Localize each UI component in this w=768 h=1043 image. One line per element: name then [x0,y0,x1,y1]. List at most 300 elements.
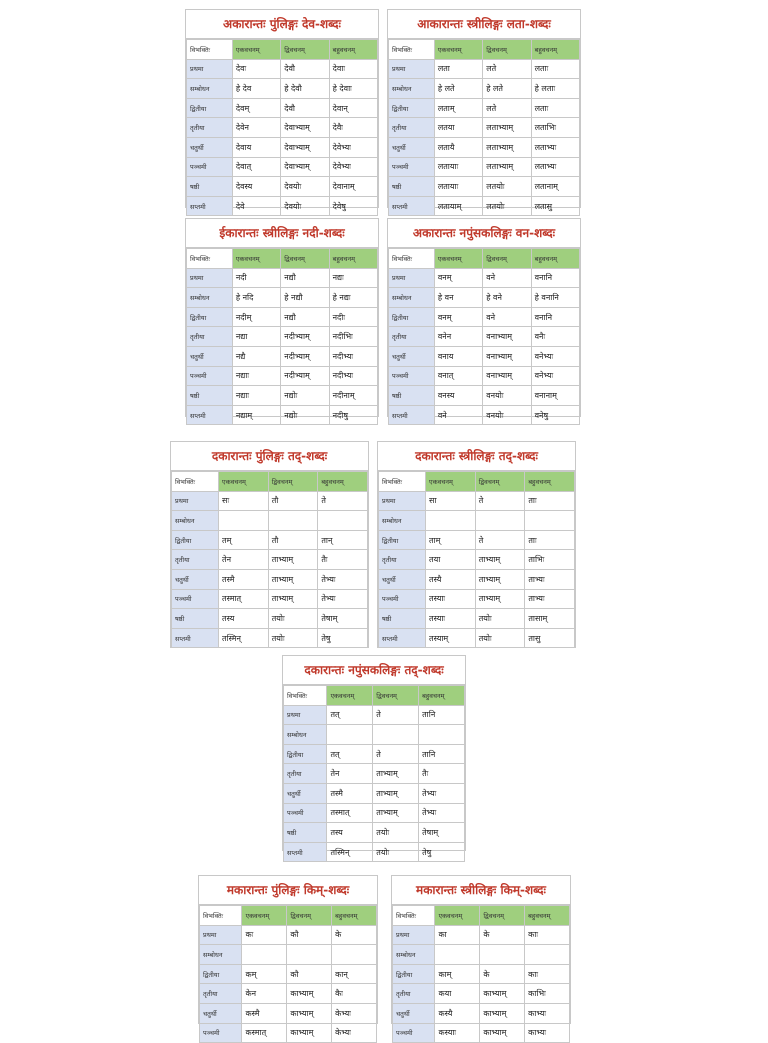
case-label: चतुर्थी [187,137,233,157]
table-row [200,964,377,984]
header-row [379,472,575,492]
form-cell: हे लते [483,79,531,99]
form-cell [480,945,525,965]
column-header: द्विवचनम् [281,249,329,269]
case-label: सम्बोधन [379,511,426,531]
form-cell: ताभ्याम् [373,783,419,803]
form-cell: काभ्याम् [287,1023,332,1043]
form-cell: वनेभ्यः [531,366,579,386]
table-row [389,268,580,288]
table-row [389,98,580,118]
form-cell: केभ्यः [332,1003,377,1023]
form-cell [525,945,570,965]
table-tad-masculine [170,441,369,648]
form-cell: ताभ्याम् [373,803,419,823]
form-cell: काभ्याम् [480,1003,525,1023]
case-label: चतुर्थी [393,1003,435,1023]
table-kim-masculine [198,875,378,1038]
form-cell: वनम् [434,268,482,288]
case-label: चतुर्थी [389,137,435,157]
form-cell: हे नदि [232,288,280,308]
form-cell: ताः [525,530,575,550]
form-cell: तत् [327,705,373,725]
form-cell [287,945,332,965]
column-header: द्विवचनम् [281,40,329,60]
form-cell: तेभ्यः [318,589,368,609]
form-cell: ताभ्याम् [268,569,318,589]
case-label: सम्बोधन [393,945,435,965]
form-cell: तस्याः [426,609,476,629]
declension-table [171,471,368,648]
form-cell: कस्मात् [242,1023,287,1043]
form-cell: लताः [531,59,579,79]
case-label: तृतीया [200,984,242,1004]
column-header: एकवचनम् [435,906,480,926]
form-cell: वनानाम् [531,386,579,406]
form-cell: देवाभ्याम् [281,118,329,138]
column-header: बहुवचनम् [329,249,377,269]
form-cell: तस्मात् [327,803,373,823]
table-title: दकारान्तः नपुंसकलिङ्गः तद्-शब्दः [283,656,465,685]
table-row [284,842,465,862]
declension-table [392,905,570,1043]
table-title: दकारान्तः पुंलिङ्गः तद्-शब्दः [171,442,368,471]
table-row [284,803,465,823]
header-row [389,40,580,60]
table-row [187,137,378,157]
column-header: विभक्तिः [393,906,435,926]
form-cell: नदीनाम् [329,386,377,406]
form-cell: नद्याम् [232,405,280,425]
form-cell: ताः [525,491,575,511]
form-cell: देवस्य [232,177,280,197]
table-row [393,1003,570,1023]
column-header: बहुवचनम् [419,686,465,706]
form-cell: के [480,964,525,984]
form-cell: काभ्यः [525,1023,570,1043]
form-cell: तस्मात् [219,589,269,609]
form-cell: काः [525,925,570,945]
table-row [284,744,465,764]
form-cell: तयोः [268,628,318,648]
table-row [187,405,378,425]
case-label: चतुर्थी [379,569,426,589]
form-cell: कौ [287,964,332,984]
case-label: सम्बोधन [389,288,435,308]
case-label: प्रथमा [389,268,435,288]
form-cell: सा [426,491,476,511]
form-cell: नद्यौ [281,268,329,288]
header-row [172,472,368,492]
case-label: पञ्चमी [389,366,435,386]
case-label: प्रथमा [393,925,435,945]
table-row [172,589,368,609]
case-label: पञ्चमी [379,589,426,609]
column-header: विभक्तिः [379,472,426,492]
form-cell: काभ्याम् [287,1003,332,1023]
table-row [389,327,580,347]
table-row [393,984,570,1004]
table-row [187,288,378,308]
form-cell: नद्योः [281,405,329,425]
column-header: विभक्तिः [200,906,242,926]
column-header: द्विवचनम् [268,472,318,492]
table-row [389,196,580,216]
case-label: सप्तमी [389,405,435,425]
form-cell: लतायै [434,137,482,157]
form-cell: तैः [419,764,465,784]
case-label: षष्ठी [389,177,435,197]
form-cell: तयोः [475,628,525,648]
form-cell: नदीभ्याम् [281,366,329,386]
form-cell: वनयोः [483,405,531,425]
form-cell: देवाभ्याम् [281,157,329,177]
form-cell: देवान् [329,98,377,118]
case-label: सप्तमी [187,405,233,425]
table-title: दकारान्तः स्त्रीलिङ्गः तद्-शब्दः [378,442,575,471]
form-cell: तस्य [327,823,373,843]
form-cell: लताः [531,98,579,118]
form-cell: देवाः [329,59,377,79]
form-cell: ते [373,744,419,764]
form-cell: नद्योः [281,386,329,406]
form-cell: हे वनानि [531,288,579,308]
table-row [284,823,465,843]
form-cell: तया [426,550,476,570]
form-cell: तानि [419,705,465,725]
table-row [187,177,378,197]
case-label: द्वितीया [187,307,233,327]
case-label: सम्बोधन [187,288,233,308]
case-label: चतुर्थी [187,346,233,366]
table-row [187,196,378,216]
column-header: विभक्तिः [187,40,233,60]
case-label: षष्ठी [379,609,426,629]
table-row [389,157,580,177]
form-cell: काभिः [525,984,570,1004]
table-row [172,569,368,589]
case-label: सप्तमी [172,628,219,648]
case-label: सप्तमी [389,196,435,216]
form-cell: वनस्य [434,386,482,406]
table-row [389,346,580,366]
header-row [200,906,377,926]
form-cell: ताम् [426,530,476,550]
declension-table [388,39,580,216]
form-cell: वनात् [434,366,482,386]
case-label: पञ्चमी [200,1023,242,1043]
table-row [379,530,575,550]
form-cell: देवम् [232,98,280,118]
table-row [379,609,575,629]
form-cell: कस्यै [435,1003,480,1023]
column-header: बहुवचनम् [531,40,579,60]
table-row [187,327,378,347]
form-cell: लतया [434,118,482,138]
form-cell [318,511,368,531]
case-label: पञ्चमी [172,589,219,609]
form-cell [525,511,575,531]
header-row [393,906,570,926]
table-row [187,346,378,366]
form-cell: ताभ्याम् [268,589,318,609]
table-row [200,1003,377,1023]
case-label: प्रथमा [379,491,426,511]
table-row [389,386,580,406]
form-cell: ताभ्याम् [475,569,525,589]
form-cell: तम् [219,530,269,550]
form-cell: सः [219,491,269,511]
table-title: ईकारान्तः स्त्रीलिङ्गः नदी-शब्दः [186,219,378,248]
form-cell: वने [434,405,482,425]
form-cell: तौ [268,491,318,511]
case-label: प्रथमा [187,59,233,79]
column-header: विभक्तिः [284,686,327,706]
case-label: प्रथमा [200,925,242,945]
form-cell: लतानाम् [531,177,579,197]
form-cell: लताभ्यः [531,137,579,157]
form-cell: ताभ्याम् [268,550,318,570]
table-row [379,491,575,511]
form-cell: हे नद्यः [329,288,377,308]
form-cell: तान् [318,530,368,550]
column-header: एकवचनम् [426,472,476,492]
form-cell: ते [373,705,419,725]
form-cell: तत् [327,744,373,764]
form-cell: देवेभ्यः [329,137,377,157]
form-cell: देवेभ्यः [329,157,377,177]
case-label: षष्ठी [284,823,327,843]
table-row [389,118,580,138]
table-row [379,550,575,570]
declension-table [388,248,580,425]
column-header: बहुवचनम् [525,906,570,926]
table-row [187,366,378,386]
form-cell: देवेषु [329,196,377,216]
form-cell: नद्यौ [281,307,329,327]
form-cell: तेषु [419,842,465,862]
case-label: द्वितीया [187,98,233,118]
case-label: तृतीया [187,118,233,138]
form-cell: देवैः [329,118,377,138]
table-row [200,984,377,1004]
table-row [200,925,377,945]
column-header: द्विवचनम् [483,40,531,60]
table-row [172,491,368,511]
header-row [187,40,378,60]
form-cell: लतयोः [483,196,531,216]
table-row [379,569,575,589]
form-cell: नद्या [232,327,280,347]
form-cell: का [435,925,480,945]
case-label: षष्ठी [389,386,435,406]
case-label: तृतीया [379,550,426,570]
case-label: द्वितीया [389,307,435,327]
form-cell: ताभ्याम् [475,589,525,609]
form-cell [327,725,373,745]
table-vana [387,218,581,420]
table-row [389,366,580,386]
column-header: द्विवचनम् [480,906,525,926]
form-cell: तानि [419,744,465,764]
form-cell: लते [483,98,531,118]
form-cell: तयोः [475,609,525,629]
form-cell: वनाभ्याम् [483,366,531,386]
table-row [172,628,368,648]
case-label: सप्तमी [379,628,426,648]
form-cell [426,511,476,531]
form-cell: नदी [232,268,280,288]
form-cell: कया [435,984,480,1004]
table-row [187,307,378,327]
form-cell: नद्याः [232,366,280,386]
form-cell [373,725,419,745]
form-cell: तेषु [318,628,368,648]
table-row [172,511,368,531]
declension-table [186,248,378,425]
form-cell: तासाम् [525,609,575,629]
table-row [187,98,378,118]
case-label: द्वितीया [200,964,242,984]
declension-table [186,39,378,216]
table-row [187,79,378,99]
declension-table [199,905,377,1043]
case-label: तृतीया [172,550,219,570]
case-label: द्वितीया [393,964,435,984]
form-cell: वनानि [531,268,579,288]
form-cell: वनेभ्यः [531,346,579,366]
form-cell: हे लते [434,79,482,99]
case-label: द्वितीया [284,744,327,764]
form-cell: काम् [435,964,480,984]
case-label: पञ्चमी [393,1023,435,1043]
form-cell: देवौ [281,98,329,118]
table-row [393,964,570,984]
table-lata [387,9,581,211]
form-cell: तस्याम् [426,628,476,648]
form-cell: वनाभ्याम् [483,327,531,347]
form-cell: नदीभ्याम् [281,327,329,347]
form-cell: तयोः [268,609,318,629]
case-label: चतुर्थी [284,783,327,803]
table-title: आकारान्तः स्त्रीलिङ्गः लता-शब्दः [388,10,580,39]
column-header: विभक्तिः [389,40,435,60]
form-cell: कः [242,925,287,945]
form-cell: नदीषु [329,405,377,425]
form-cell: लतायाः [434,157,482,177]
form-cell: तेभ्यः [318,569,368,589]
column-header: द्विवचनम् [373,686,419,706]
form-cell: लताभिः [531,118,579,138]
column-header: एकवचनम् [232,40,280,60]
form-cell: तेषाम् [318,609,368,629]
form-cell: ताभ्यः [525,569,575,589]
table-row [187,268,378,288]
form-cell: काभ्याम् [480,1023,525,1043]
form-cell: वनयोः [483,386,531,406]
declension-table [378,471,575,648]
form-cell: नदीभ्याम् [281,346,329,366]
case-label: द्वितीया [172,530,219,550]
form-cell: ताभिः [525,550,575,570]
table-row [389,405,580,425]
form-cell: नद्याः [232,386,280,406]
table-row [187,386,378,406]
form-cell: हे देवाः [329,79,377,99]
form-cell: तेभ्यः [419,783,465,803]
form-cell: देवानाम् [329,177,377,197]
form-cell: लतायाः [434,177,482,197]
column-header: बहुवचनम् [318,472,368,492]
form-cell: हे वन [434,288,482,308]
form-cell: नदीभिः [329,327,377,347]
form-cell: लता [434,59,482,79]
column-header: बहुवचनम् [329,40,377,60]
table-row [389,288,580,308]
form-cell: नदीभ्यः [329,366,377,386]
table-deva [185,9,379,211]
header-row [389,249,580,269]
table-row [172,530,368,550]
form-cell: ते [475,491,525,511]
column-header: द्विवचनम् [475,472,525,492]
form-cell: लतायाम् [434,196,482,216]
form-cell: वनेषु [531,405,579,425]
form-cell: कम् [242,964,287,984]
form-cell: नदीभ्यः [329,346,377,366]
table-row [172,609,368,629]
form-cell: लताभ्याम् [483,157,531,177]
case-label: पञ्चमी [187,157,233,177]
form-cell: वनेन [434,327,482,347]
form-cell: ताभ्यः [525,589,575,609]
case-label: सप्तमी [284,842,327,862]
form-cell: काभ्याम् [287,984,332,1004]
column-header: द्विवचनम् [483,249,531,269]
form-cell: वने [483,268,531,288]
table-row [379,589,575,609]
table-row [284,783,465,803]
form-cell: ताभ्याम् [373,764,419,784]
table-row [284,725,465,745]
form-cell: तैः [318,550,368,570]
form-cell: वने [483,307,531,327]
table-row [200,1023,377,1043]
case-label: चतुर्थी [200,1003,242,1023]
form-cell: काः [525,964,570,984]
form-cell: केभ्यः [332,1023,377,1043]
form-cell: तेन [219,550,269,570]
form-cell: वनाभ्याम् [483,346,531,366]
form-cell: लतासु [531,196,579,216]
form-cell [332,945,377,965]
case-label: सम्बोधन [284,725,327,745]
table-row [187,59,378,79]
column-header: बहुवचनम् [332,906,377,926]
case-label: प्रथमा [172,491,219,511]
form-cell: वनाय [434,346,482,366]
form-cell: देवौ [281,59,329,79]
table-title: अकारान्तः पुंलिङ्गः देव-शब्दः [186,10,378,39]
table-row [393,1023,570,1043]
column-header: एकवचनम् [242,906,287,926]
form-cell: तस्य [219,609,269,629]
form-cell: लताभ्याम् [483,118,531,138]
case-label: द्वितीया [389,98,435,118]
case-label: पञ्चमी [187,366,233,386]
form-cell: लताभ्याम् [483,137,531,157]
form-cell [242,945,287,965]
